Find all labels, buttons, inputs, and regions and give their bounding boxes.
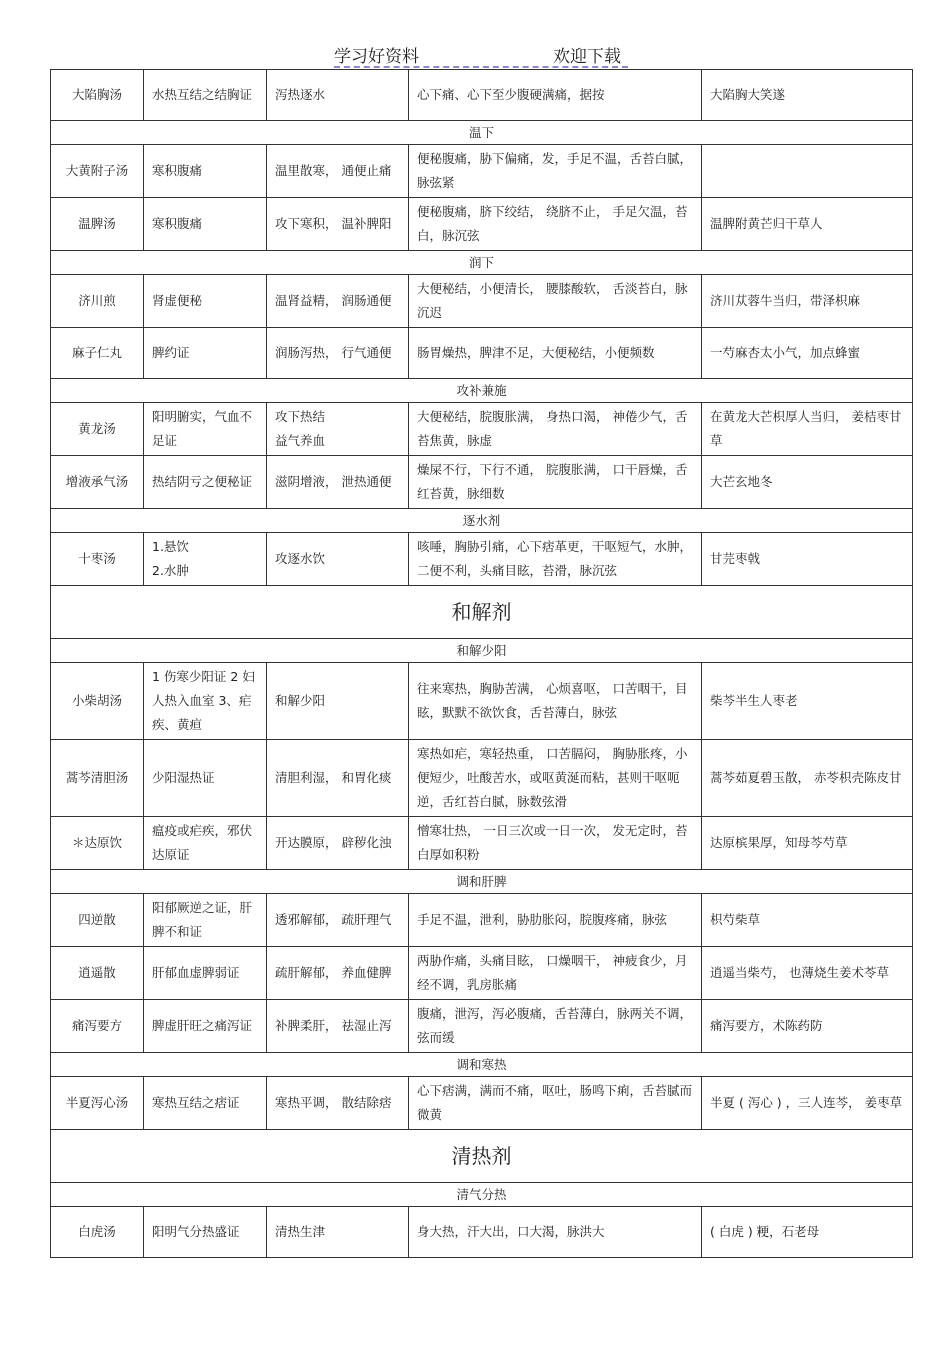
- mnemonic-cell: 柴芩半生人枣老: [702, 663, 913, 740]
- table-row: [51, 1000, 913, 1053]
- table-row: [51, 1207, 913, 1258]
- header-dashed-underline: [334, 66, 628, 68]
- indication-cell: 脾虚肝旺之痛泻证: [144, 1000, 267, 1053]
- formula-table: [50, 69, 913, 1258]
- method-cell: 和解少阳: [267, 663, 409, 740]
- table-row: [51, 740, 913, 817]
- table-row: [51, 817, 913, 870]
- method-cell: 温里散寒， 通便止痛: [267, 145, 409, 198]
- page-header: [0, 40, 950, 70]
- indication-cell: 寒积腹痛: [144, 145, 267, 198]
- table-row: [51, 894, 913, 947]
- section-heading: 温下: [51, 121, 913, 145]
- category-heading-row: [51, 1130, 913, 1183]
- formula-name-cell: 痛泻要方: [51, 1000, 144, 1053]
- formula-name-cell: 十枣汤: [51, 533, 144, 586]
- mnemonic-cell: [702, 145, 913, 198]
- indication-cell: 寒积腹痛: [144, 198, 267, 251]
- table-row: [51, 533, 913, 586]
- indication-cell: 阳郁厥逆之证，肝脾不和证: [144, 894, 267, 947]
- symptoms-cell: 大便秘结，小便清长， 腰膝酸软， 舌淡苔白，脉沉迟: [409, 275, 702, 328]
- category-heading: 和解剂: [51, 586, 913, 639]
- mnemonic-cell: 蒿芩茹夏碧玉散， 赤苓枳壳陈皮甘: [702, 740, 913, 817]
- symptoms-cell: 咳唾，胸胁引痛，心下痞革更，干呕短气，水肿，二便不利，头痛目眩，苔滑，脉沉弦: [409, 533, 702, 586]
- table-row: [51, 1077, 913, 1130]
- method-cell: 攻下寒积， 温补脾阳: [267, 198, 409, 251]
- symptoms-cell: 腹痛，泄泻，泻必腹痛，舌苔薄白，脉两关不调，弦而缓: [409, 1000, 702, 1053]
- mnemonic-cell: 枳芍柴草: [702, 894, 913, 947]
- method-cell: 清胆利湿， 和胃化痰: [267, 740, 409, 817]
- section-heading: 和解少阳: [51, 639, 913, 663]
- section-heading: 清气分热: [51, 1183, 913, 1207]
- method-cell: 泻热逐水: [267, 70, 409, 121]
- section-heading-row: [51, 1183, 913, 1207]
- formula-name-cell: 白虎汤: [51, 1207, 144, 1258]
- section-heading: 润下: [51, 251, 913, 275]
- section-heading: 逐水剂: [51, 509, 913, 533]
- formula-name-cell: 四逆散: [51, 894, 144, 947]
- formula-name-cell: 小柴胡汤: [51, 663, 144, 740]
- indication-cell: 水热互结之结胸证: [144, 70, 267, 121]
- symptoms-cell: 往来寒热，胸胁苦满， 心烦喜呕， 口苦咽干，目眩，默默不欲饮食，舌苔薄白，脉弦: [409, 663, 702, 740]
- section-heading: 调和肝脾: [51, 870, 913, 894]
- header-left-text: 学习好资料: [334, 47, 419, 67]
- method-cell: 攻下热结 益气养血: [267, 403, 409, 456]
- mnemonic-cell: 大陷胸大笑遂: [702, 70, 913, 121]
- indication-cell: 阳明气分热盛证: [144, 1207, 267, 1258]
- method-cell: 补脾柔肝， 祛湿止泻: [267, 1000, 409, 1053]
- symptoms-cell: 燥屎不行，下行不通， 脘腹胀满， 口干唇燥，舌红苔黄，脉细数: [409, 456, 702, 509]
- formula-name-cell: ＊达原饮: [51, 817, 144, 870]
- symptoms-cell: 手足不温，泄利，胁肋胀闷，脘腹疼痛，脉弦: [409, 894, 702, 947]
- section-heading-row: [51, 870, 913, 894]
- section-heading-row: [51, 379, 913, 403]
- formula-name-cell: 逍遥散: [51, 947, 144, 1000]
- table-row: [51, 198, 913, 251]
- indication-cell: 1.悬饮 2.水肿: [144, 533, 267, 586]
- table-row: [51, 456, 913, 509]
- indication-cell: 阳明腑实，气血不足证: [144, 403, 267, 456]
- section-heading-row: [51, 509, 913, 533]
- mnemonic-cell: 大芒玄地冬: [702, 456, 913, 509]
- method-cell: 透邪解郁， 疏肝理气: [267, 894, 409, 947]
- header-right-text: 欢迎下载: [553, 47, 621, 67]
- table-row: [51, 145, 913, 198]
- method-cell: 疏肝解郁， 养血健脾: [267, 947, 409, 1000]
- formula-name-cell: 济川煎: [51, 275, 144, 328]
- formula-name-cell: 大黄附子汤: [51, 145, 144, 198]
- table-row: [51, 947, 913, 1000]
- table-row: [51, 275, 913, 328]
- formula-name-cell: 温脾汤: [51, 198, 144, 251]
- mnemonic-cell: 在黄龙大芒枳厚人当归， 姜桔枣甘草: [702, 403, 913, 456]
- symptoms-cell: 憎寒壮热， 一日三次或一日一次， 发无定时，苔白厚如积粉: [409, 817, 702, 870]
- method-cell: 润肠泻热， 行气通便: [267, 328, 409, 379]
- mnemonic-cell: 达原槟果厚，知母芩芍草: [702, 817, 913, 870]
- symptoms-cell: 肠胃燥热，脾津不足，大便秘结，小便频数: [409, 328, 702, 379]
- section-heading-row: [51, 1053, 913, 1077]
- symptoms-cell: 便秘腹痛，胁下偏痛，发，手足不温，舌苔白腻，脉弦紧: [409, 145, 702, 198]
- method-cell: 开达膜原， 辟秽化浊: [267, 817, 409, 870]
- mnemonic-cell: 一芍麻杏太小气，加点蜂蜜: [702, 328, 913, 379]
- indication-cell: 少阳湿热证: [144, 740, 267, 817]
- method-cell: 温肾益精， 润肠通便: [267, 275, 409, 328]
- mnemonic-cell: ( 白虎 ) 粳，石老母: [702, 1207, 913, 1258]
- table-row: [51, 70, 913, 121]
- indication-cell: 肝郁血虚脾弱证: [144, 947, 267, 1000]
- method-cell: 寒热平调， 散结除痞: [267, 1077, 409, 1130]
- mnemonic-cell: 甘芫枣戟: [702, 533, 913, 586]
- section-heading: 攻补兼施: [51, 379, 913, 403]
- table-row: [51, 663, 913, 740]
- symptoms-cell: 大便秘结，脘腹胀满， 身热口渴， 神倦少气，舌苔焦黄，脉虚: [409, 403, 702, 456]
- indication-cell: 热结阴亏之便秘证: [144, 456, 267, 509]
- formula-name-cell: 蒿芩清胆汤: [51, 740, 144, 817]
- formula-name-cell: 增液承气汤: [51, 456, 144, 509]
- formula-table-body: [51, 70, 913, 1258]
- indication-cell: 肾虚便秘: [144, 275, 267, 328]
- symptoms-cell: 心下痛、心下至少腹硬满痛，据按: [409, 70, 702, 121]
- indication-cell: 脾约证: [144, 328, 267, 379]
- table-row: [51, 328, 913, 379]
- indication-cell: 1 伤寒少阳证 2 妇人热入血室 3、疟疾、黄疸: [144, 663, 267, 740]
- symptoms-cell: 寒热如疟，寒轻热重， 口苦膈闷， 胸胁胀疼，小便短少，吐酸苦水，或呕黄涎而粘，甚则干呕呃逆，舌红苔白腻，脉数弦滑: [409, 740, 702, 817]
- section-heading-row: [51, 639, 913, 663]
- indication-cell: 瘟疫或疟疾，邪伏达原证: [144, 817, 267, 870]
- mnemonic-cell: 逍遥当柴芍， 也薄烧生姜术苓草: [702, 947, 913, 1000]
- mnemonic-cell: 温脾附黄芒归干草人: [702, 198, 913, 251]
- section-heading-row: [51, 251, 913, 275]
- section-heading-row: [51, 121, 913, 145]
- category-heading: 清热剂: [51, 1130, 913, 1183]
- indication-cell: 寒热互结之痞证: [144, 1077, 267, 1130]
- formula-name-cell: 大陷胸汤: [51, 70, 144, 121]
- formula-name-cell: 半夏泻心汤: [51, 1077, 144, 1130]
- symptoms-cell: 两胁作痛，头痛目眩， 口燥咽干， 神疲食少，月经不调，乳房胀痛: [409, 947, 702, 1000]
- mnemonic-cell: 半夏 ( 泻心 ) ，三人连芩， 姜枣草: [702, 1077, 913, 1130]
- category-heading-row: [51, 586, 913, 639]
- method-cell: 清热生津: [267, 1207, 409, 1258]
- symptoms-cell: 心下痞满，满而不痛，呕吐，肠鸣下痢，舌苔腻而微黄: [409, 1077, 702, 1130]
- method-cell: 滋阴增液， 泄热通便: [267, 456, 409, 509]
- formula-name-cell: 黄龙汤: [51, 403, 144, 456]
- mnemonic-cell: 济川苁蓉牛当归，带泽枳麻: [702, 275, 913, 328]
- symptoms-cell: 身大热，汗大出，口大渴，脉洪大: [409, 1207, 702, 1258]
- symptoms-cell: 便秘腹痛，脐下绞结， 绕脐不止， 手足欠温，苔白，脉沉弦: [409, 198, 702, 251]
- mnemonic-cell: 痛泻要方，术陈药防: [702, 1000, 913, 1053]
- table-row: [51, 403, 913, 456]
- method-cell: 攻逐水饮: [267, 533, 409, 586]
- formula-name-cell: 麻子仁丸: [51, 328, 144, 379]
- section-heading: 调和寒热: [51, 1053, 913, 1077]
